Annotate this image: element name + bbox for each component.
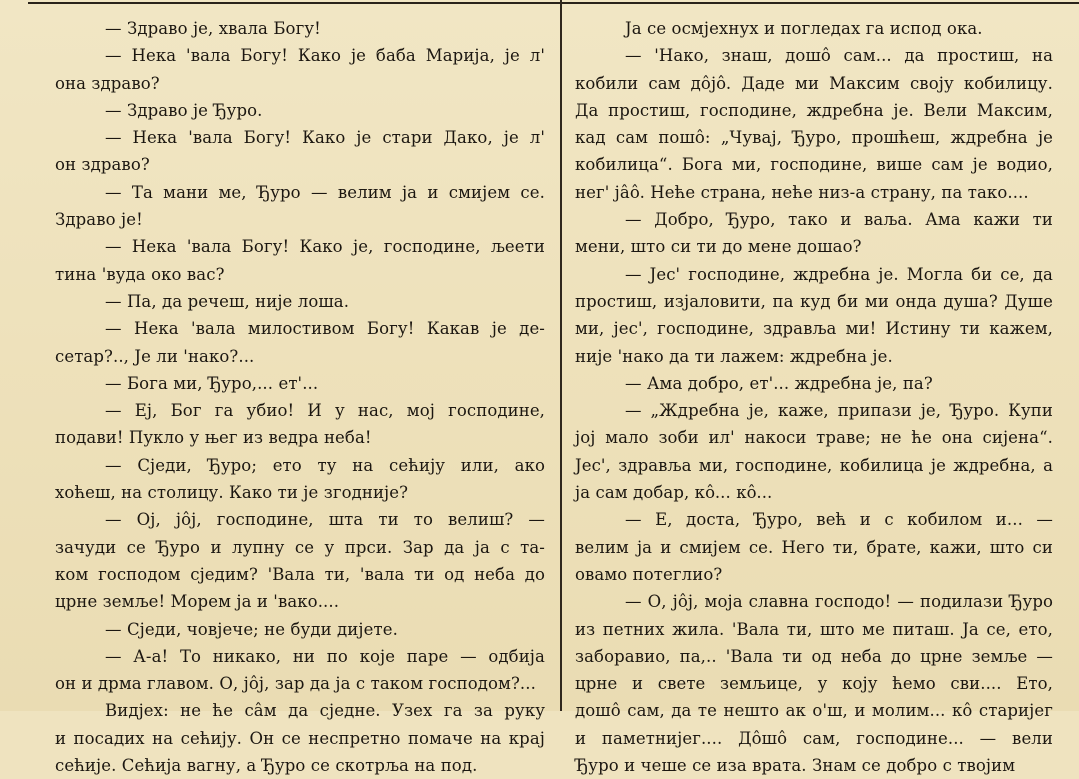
text-line: кад сам пошô: „Чувај, Ђуро, прошћеш, ждребна је [575,128,1054,148]
text-line: — „Ждребна је, каже, припази је, Ђуро. Купи [625,401,1053,421]
text-line: простиш, изјаловити, па куд би ми онда душа? Душе [575,291,1053,311]
text-line: мени, што си ти до мене дошао? [575,237,862,257]
text-line: ком господом сједим? 'Вала ти, 'вала ти од неба до [55,564,545,584]
text-line: Да простиш, господине, ждребна је. Вели Максим, [575,100,1053,120]
text-line: Ђуро и чеше се иза врата. Знам се добро с твојим [575,756,1016,776]
text-line: кобилица“. Бога ми, господине, више сам је водио, [575,155,1053,175]
text-line: дошô сам, да те нешто ак о'ш, и молим... кô старијег [575,701,1053,721]
text-line: и посадих на сећију. Он се неспретно помаче на крај [55,728,545,748]
right-column [575,15,1054,776]
text-line: — Здраво је Ђуро. [105,100,263,120]
text-line: црне земље! Морем ја и 'вако.... [55,592,340,612]
text-line: он и дрма главом. О, јôј, зар да ја с таком господом?... [55,674,536,694]
text-line: зачуди се Ђуро и лупну се у прси. Зар да ја с та- [55,537,545,557]
text-line: — Нека 'вала Богу! Како је баба Марија, је л' [105,46,545,66]
text-line: јој мало зоби ил' накоси траве; не ће она сијена“. [575,428,1053,448]
text-line: сетар?.., Је ли 'нако?... [55,346,255,366]
text-line: Здраво је! [55,210,143,230]
text-line: хоћеш, на столицу. Како ти је згодније? [55,483,409,503]
left-column [55,15,546,776]
text-line: Ја се осмјехнух и погледах га испод ока. [625,19,983,38]
text-line: сећије. Сећија вагну, а Ђуро се скотрља на под. [55,756,478,776]
text-line: — Здраво је, хвала Богу! [105,19,321,38]
text-line: из петних жила. 'Вала ти, што ме питаш. Ја се, ето, [575,619,1053,639]
text-line: — Та мани ме, Ђуро — велим ја и смијем се. [105,182,545,202]
text-line: — 'Нако, знаш, дошô сам... да простиш, на [625,46,1054,66]
column-divider [560,0,562,711]
text-line: црне и свете земљице, у коју ћемо сви.... Ето, [575,674,1054,694]
text-line: она здраво? [55,73,160,93]
text-line: — А-а! То никако, ни по које паре — одбија [105,646,545,666]
text-line: — Па, да речеш, није лоша. [105,291,350,311]
text-line: кобили сам дôјô. Даде ми Максим своју кобилицу. [575,73,1053,93]
text-line: — Нека 'вала Богу! Како је стари Дако, је л' [105,128,545,148]
text-line: — Е, доста, Ђуро, већ и с кобилом и... — [625,510,1054,530]
text-line: — Нека 'вала Богу! Како је, господине, љеети [105,237,545,257]
text-line: није 'нако да ти лажем: ждребна је. [575,346,893,366]
text-line: заборавио, па,.. 'Вала ти од неба до црне земље — [575,646,1054,666]
text-line: ја сам добар, кô... кô... [575,483,773,503]
text-line: — Сједи, Ђуро; ето ту на сећију или, ако [105,455,546,475]
text-line: подави! Пукло у њег из ведра неба! [55,428,372,448]
text-line: тина 'вуда око вас? [55,264,225,284]
text-line: велим ја и смијем се. Него ти, брате, кажи, што си [575,537,1053,557]
text-line: — Бога ми, Ђуро,... ет'... [105,373,319,393]
text-line: Јес', здравља ми, господине, кобилица је ждребна, а [575,455,1054,475]
text-line: нег' јâô. Неће страна, неће низ-а страну, па тако.... [575,182,1029,202]
text-line: — Ој, јôј, господине, шта ти то велиш? — [105,510,545,530]
top-rule [28,2,1079,4]
text-line: — Ама добро, ет'... ждребна је, па? [625,373,933,393]
text-line: — Нека 'вала милостивом Богу! Какав је де- [105,319,545,339]
text-line: — Добро, Ђуро, тако и ваља. Ама кажи ти [625,210,1053,230]
text-line: Видјех: не ће сâм да сједне. Узех га за руку [105,701,546,721]
text-line: — Јес' господине, ждребна је. Могла би се, да [625,264,1053,284]
text-line: и паметнијег.... Дôшô сам, господине... — вели [575,728,1053,748]
text-line: — Сједи, човјече; не буди дијете. [105,619,398,639]
text-line: овамо потеглио? [575,564,723,584]
text-line: — О, јôј, моја славна господо! — подилази Ђуро [625,592,1054,612]
text-line: он здраво? [55,155,150,175]
text-line: — Еј, Бог га убио! И у нас, мој господине, [105,401,546,421]
text-line: ми, јес', господине, здравља ми! Истину ти кажем, [575,319,1053,339]
